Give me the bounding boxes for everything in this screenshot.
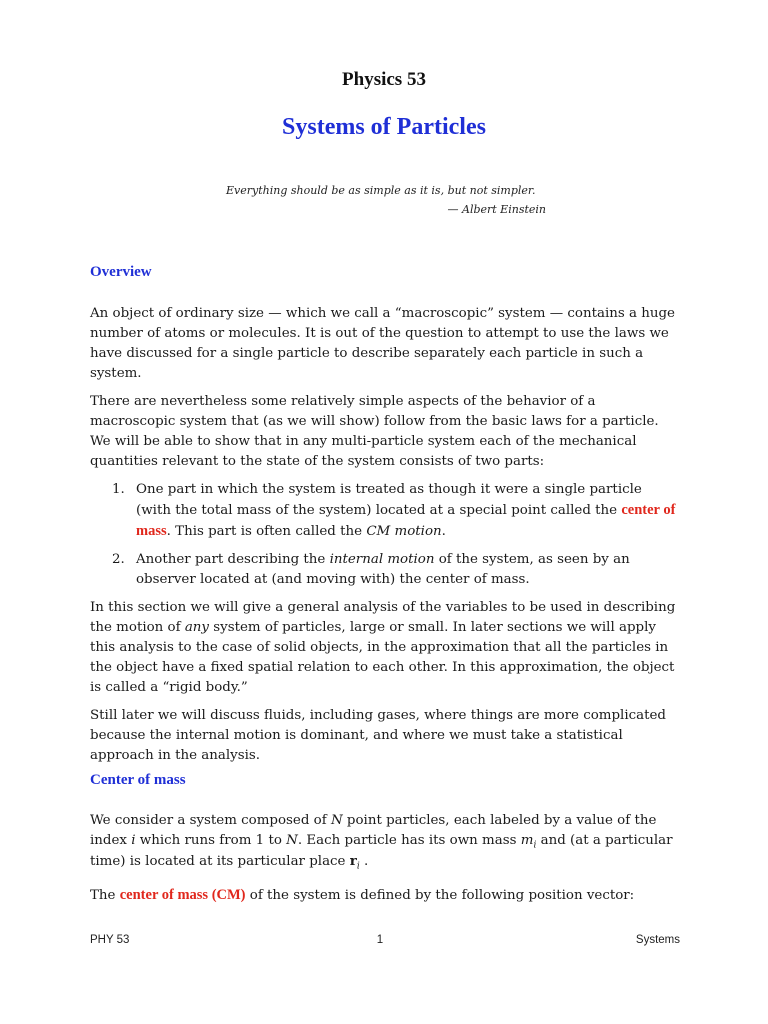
emphasis: internal motion — [329, 552, 435, 567]
variable-m: m — [520, 833, 534, 848]
emphasis: any — [184, 620, 210, 635]
epigraph-author: — Albert Einstein — [447, 203, 546, 216]
epigraph-text: Everything should be as simple as it is, but not simpler. — [226, 184, 536, 197]
text: system of particles, large or small. In later sections we will apply this analysis to the case of solid objects, in the approximation that all the particles in the object have a fixed spatial relation to each other. In this approximation, the object is called a “rigid body.” — [90, 620, 675, 695]
paragraph — [90, 811, 680, 872]
center-of-mass-body — [90, 811, 680, 914]
list-item — [90, 550, 680, 590]
footer-page-number: 1 — [376, 934, 384, 946]
list-text: . This part is often called the — [166, 524, 367, 539]
text: . Each particle has its own mass — [297, 833, 521, 848]
text: and (at a particular time) is located at its particular place — [90, 833, 673, 869]
variable-N: N — [330, 813, 343, 828]
list-item — [90, 480, 680, 542]
text: point particles, each labeled by a value of the index — [90, 813, 657, 848]
paragraph — [90, 885, 680, 906]
paragraph: There are nevertheless some relatively simple aspects of the behavior of a macroscopic system that (as we will show) follow from the basic laws for a particle. We will be able to show that in any multi-particle system each of the mechanical quantities relevant to the state of the system consists of two parts: — [90, 394, 659, 469]
list-number: 2. — [112, 552, 125, 567]
vector-r: r — [349, 853, 357, 869]
list-text: . — [441, 524, 446, 539]
footer-section: Systems — [635, 934, 680, 946]
list-text: of the system, as seen by an observer located at (and moving with) the center of mass. — [136, 552, 630, 587]
variable-i: i — [131, 833, 136, 848]
emphasis: CM motion — [366, 524, 442, 539]
numbered-list — [90, 480, 680, 590]
text: We consider a system composed of — [90, 813, 331, 828]
page-footer — [90, 934, 680, 950]
text: of the system is defined by the following position vector: — [245, 888, 635, 903]
paragraph: Still later we will discuss fluids, including gases, where things are more complicated because the internal motion is dominant, and where we must take a statistical approach in the analysis. — [90, 708, 666, 763]
footer-course: PHY 53 — [90, 934, 130, 946]
overview-body — [90, 304, 680, 774]
section-heading-overview: Overview — [90, 264, 152, 280]
subscript-i: i — [533, 840, 537, 851]
page-title: Systems of Particles — [282, 114, 486, 140]
subscript-i: i — [356, 861, 360, 872]
text: . — [359, 854, 369, 869]
section-heading-center-of-mass: Center of mass — [90, 772, 186, 788]
variable-N: N — [286, 833, 298, 848]
paragraph: An object of ordinary size — which we call a “macroscopic” system — contains a huge number of atoms or molecules. It is out of the question to attempt to use the laws we have discussed for a single particle to describe separately each particle in such a system. — [90, 306, 675, 381]
list-text: One part in which the system is treated as though it were a single particle (with the total mass of the system) located at a special point called the — [136, 482, 642, 518]
course-title: Physics 53 — [342, 69, 426, 90]
term-center-of-mass-cm: center of mass (CM) — [119, 887, 246, 903]
paragraph — [90, 598, 680, 698]
epigraph — [226, 181, 546, 219]
text: which runs from 1 to — [135, 833, 287, 848]
text: In this section we will give a general analysis of the variables to be used in describing the motion of — [90, 600, 676, 635]
term-center-of-mass: center of mass — [136, 502, 676, 539]
list-number: 1. — [112, 482, 125, 497]
list-text: Another part describing the — [136, 552, 330, 567]
text: The — [90, 888, 120, 903]
